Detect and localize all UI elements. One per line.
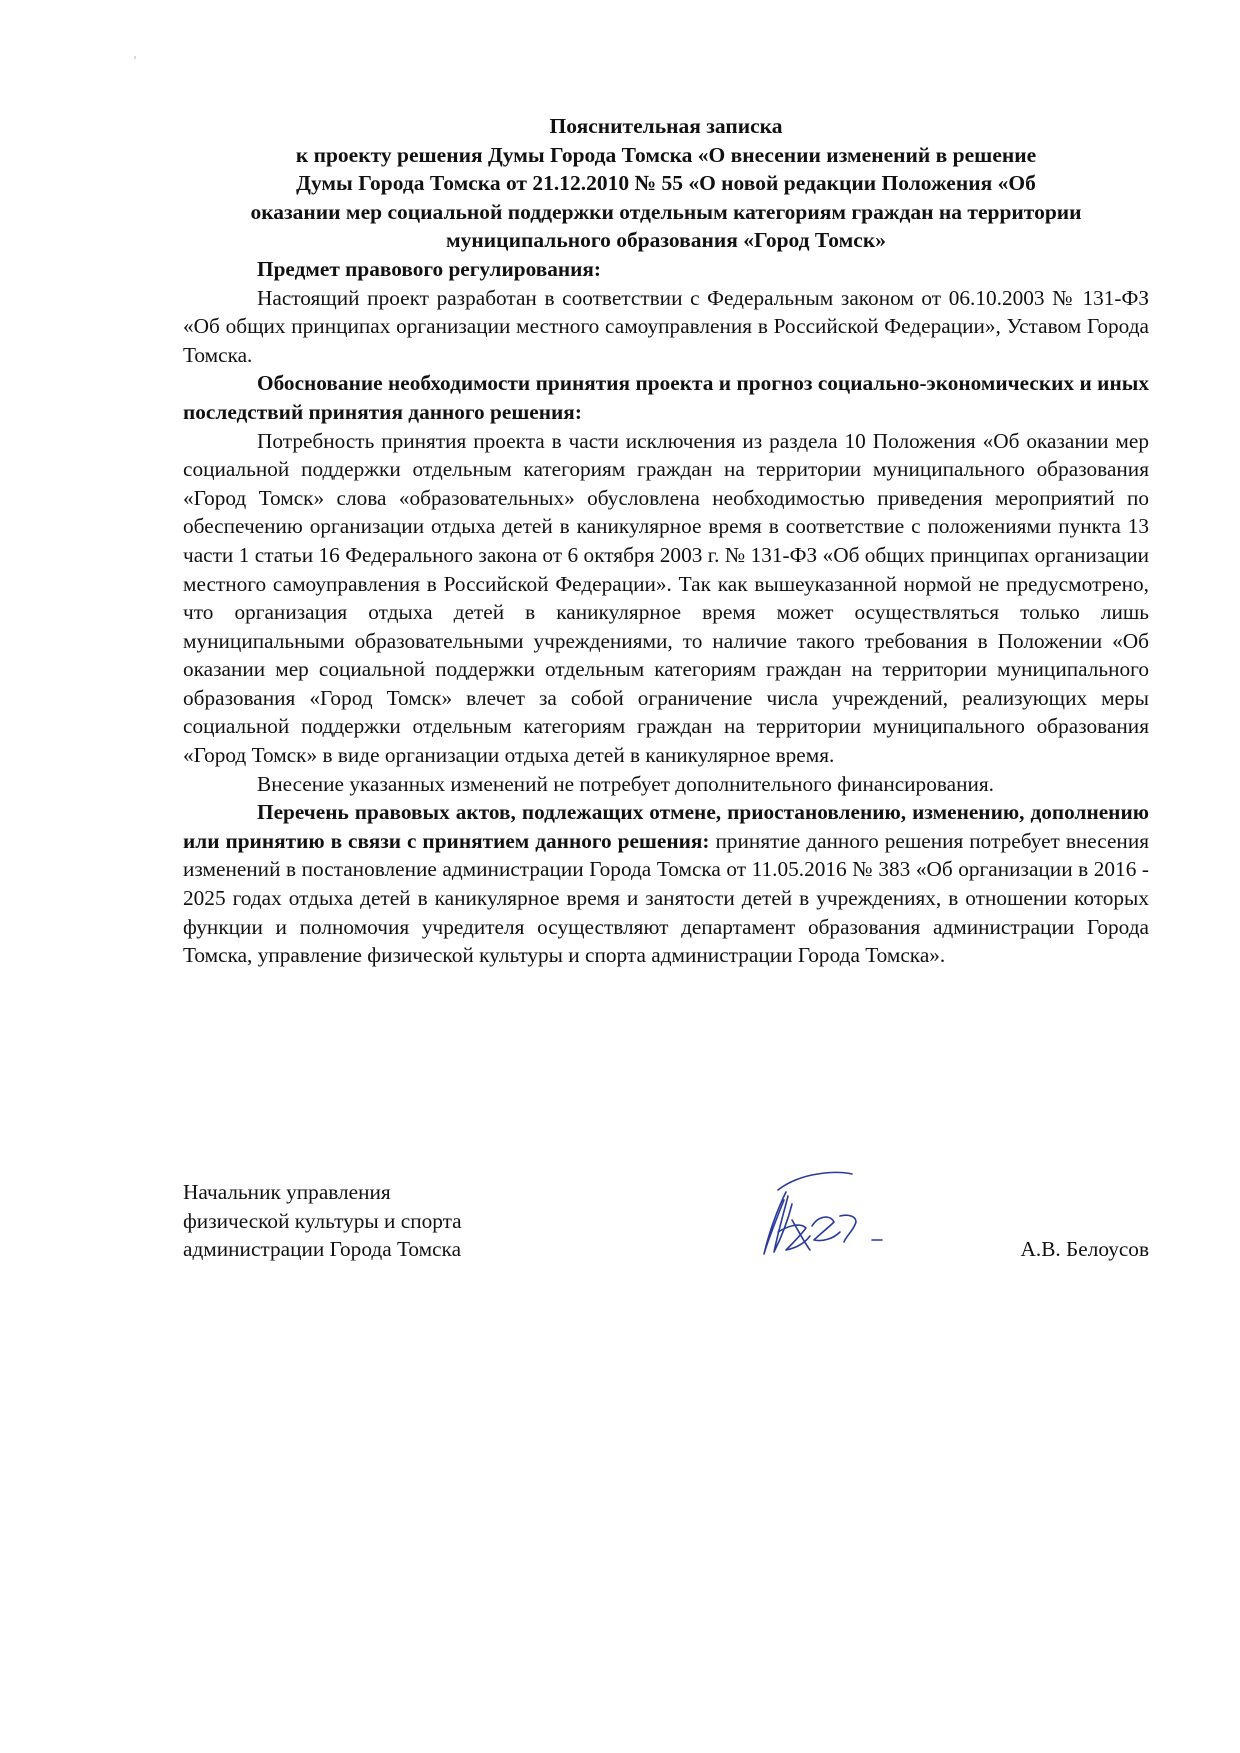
document-header: [183, 112, 1149, 255]
scan-artifact: [134, 56, 136, 59]
signatory-name: А.В. Белоусов: [1020, 1237, 1149, 1261]
section-legal-acts: [183, 798, 1149, 970]
signature-block: [183, 1178, 1149, 1268]
signatory-position-line-1: Начальник управления: [183, 1180, 391, 1204]
signatory-position-line-2: физической культуры и спорта: [183, 1208, 462, 1233]
section-text-financing: Внесение указанных изменений не потребует дополнительного финансирования.: [257, 771, 994, 796]
section-heading-subject: Предмет правового регулирования:: [257, 256, 602, 281]
signatory-position-line-3: администрации Города Томска: [183, 1237, 462, 1262]
document-subtitle-line-3: оказании мер социальной поддержки отдельным категориям граждан на территории: [250, 199, 1082, 224]
document-subtitle-line-4: муниципального образования «Город Томск»: [446, 228, 886, 253]
handwritten-signature-icon: [748, 1170, 888, 1262]
document-subtitle-line-2: Думы Города Томска от 21.12.2010 № 55 «О новой редакции Положения «Об: [296, 171, 1036, 196]
document-body: [183, 112, 1149, 970]
document-title: Пояснительная записка: [549, 114, 783, 138]
justification-heading-text: Обоснование необходимости принятия проекта и прогноз социально-экономических и иных последствий принятия данного решения:: [183, 371, 1149, 424]
document-subtitle-line-1: к проекту решения Думы Города Томска «О внесении изменений в решение: [295, 142, 1037, 167]
section-heading-justification: [183, 369, 1149, 426]
legal-acts-heading-text: Перечень правовых актов, подлежащих отмене, приостановлению, изменению, дополнению или принятию в связи с принятием данного решения:: [183, 800, 1149, 853]
signatory-position: [183, 1178, 583, 1264]
section-text-subject: Настоящий проект разработан в соответствии с Федеральным законом от 06.10.2003 № 131-ФЗ «Об общих принципах организации местного самоуправления в Российской Федерации», Уставом Города Томска.: [183, 285, 1149, 367]
legal-acts-text: принятие данного решения потребует внесения изменений в постановление администрации Города Томска от 11.05.2016 № 383 «Об организации в 2016 - 2025 годах отдыха детей в каникулярное время и занятости детей в учреждениях, в отношении которых функции и полномочия учредителя осуществляют департамент образования администрации Города Томска, управление физической культуры и спорта администрации Города Томска».: [183, 828, 1150, 968]
section-text-justification: Потребность принятия проекта в части исключения из раздела 10 Положения «Об оказании мер социальной поддержки отдельным категориям граждан на территории муниципального образования «Город Томск» слова «образовательных» обусловлена необходимостью приведения мероприятий по обеспечению организации отдыха детей в каникулярное время в соответствие с положениями пункта 13 части 1 статьи 16 Федерального закона от 6 октября 2003 г. № 131-ФЗ «Об общих принципах организации местного самоуправления в Российской Федерации». Так как вышеуказанной нормой не предусмотрено, что организация отдыха детей в каникулярное время может осуществляться только лишь муниципальными образовательными учреждениями, то наличие такого требования в Положении «Об оказании мер социальной поддержки отдельным категориям граждан на территории муниципального образования «Город Томск» влечет за собой ограничение числа учреждений, реализующих меры социальной поддержки отдельным категориям граждан на территории муниципального образования «Город Томск» в виде организации отдыха детей в каникулярное время.: [183, 428, 1149, 768]
